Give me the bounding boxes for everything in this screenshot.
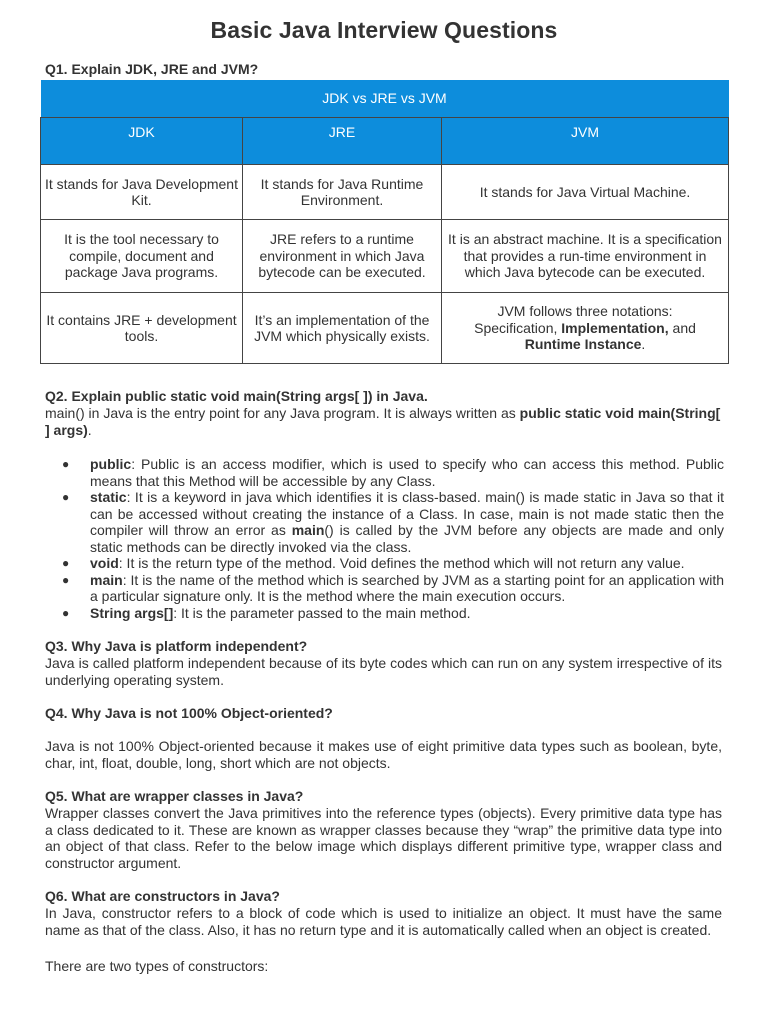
q3-answer: Java is called platform independent because of its byte codes which can run on any system irrespective of its underlying operating system. <box>45 655 722 688</box>
bullet-text: : It is the name of the method which is searched by JVM as a starting point for an application with a particular signature only. It is the method where the main execution occurs. <box>90 571 724 604</box>
q2-intro-end: . <box>87 421 92 438</box>
column-header-jvm: JVM <box>442 118 729 165</box>
bullet-text: : Public is an access modifier, which is used to specify who can access this method. Public means that this Method will be accessible by any Class. <box>90 456 724 489</box>
jvm-notation-impl: Implementation, <box>561 319 669 336</box>
jdk-jre-jvm-table <box>40 80 729 364</box>
bullet-text: : It is the parameter passed to the main method. <box>173 604 471 621</box>
table-cell: It stands for Java Runtime Environment. <box>243 165 442 220</box>
q6-followup: There are two types of constructors: <box>45 958 269 974</box>
bullet-icon: ● <box>62 490 70 504</box>
list-item <box>62 605 724 622</box>
table-row <box>41 165 729 220</box>
bullet-icon: ● <box>62 457 70 471</box>
bullet-term: void <box>90 555 119 571</box>
q2-question: Q2. Explain public static void main(String args[ ]) in Java. <box>45 388 428 404</box>
table-cell: It stands for Java Virtual Machine. <box>442 165 729 220</box>
bullet-term: static <box>90 489 127 505</box>
q6-question: Q6. What are constructors in Java? <box>45 888 280 904</box>
q4-answer: Java is not 100% Object-oriented because it makes use of eight primitive data types such as boolean, byte, char, int, float, double, long, short which are not objects. <box>45 738 722 771</box>
table-cell: It is an abstract machine. It is a specification that provides a run-time environment in which Java bytecode can be executed. <box>442 220 729 293</box>
q1-question: Q1. Explain JDK, JRE and JVM? <box>45 61 259 77</box>
column-header-jdk: JDK <box>41 118 243 165</box>
table-cell: It’s an implementation of the JVM which physically exists. <box>243 293 442 364</box>
list-item <box>62 572 724 605</box>
bullet-icon: ● <box>62 572 70 587</box>
bullet-term: main <box>291 522 325 538</box>
table-cell: It contains JRE + development tools. <box>41 293 243 364</box>
list-item <box>62 456 724 489</box>
table-row <box>41 293 729 364</box>
jvm-notation-spec: Specification, <box>474 319 562 336</box>
table-cell: It stands for Java Development Kit. <box>41 165 243 220</box>
table-row <box>41 220 729 293</box>
q6-answer: In Java, constructor refers to a block of code which is used to initialize an object. It must have the same name as that of the class. Also, it has no return type and it is automatically called when an object is created. <box>45 905 722 938</box>
list-item <box>62 489 724 555</box>
bullet-text: () is called by the JVM before any objects are made and only static methods can be directly invoked via the class. <box>90 522 724 555</box>
bullet-icon: ● <box>62 605 70 620</box>
q2-bullet-list <box>62 456 724 621</box>
column-header-jre: JRE <box>243 118 442 165</box>
jvm-notation-and: and <box>668 319 696 336</box>
table-caption: JDK vs JRE vs JVM <box>41 80 729 118</box>
page-title: Basic Java Interview Questions <box>210 17 558 43</box>
jvm-notation-runtime: Runtime Instance <box>524 336 642 353</box>
bullet-icon: ● <box>62 556 70 570</box>
table-cell: It is the tool necessary to compile, document and package Java programs. <box>41 220 243 293</box>
table-cell <box>442 293 729 364</box>
q5-answer: Wrapper classes convert the Java primitives into the reference types (objects). Every primitive data type has a class dedicated to it. These are known as wrapper classes because they “wrap” the primitive data type into an object of that class. Refer to the below image which displays different primitive type, wrapper class and constructor argument. <box>45 805 722 871</box>
bullet-text: : It is a keyword in java which identifies it is class-based. main() is made static in Java so that it can be accessed without creating the instance of a Class. In case, main is not made static then the compiler will throw an error as <box>90 489 724 538</box>
q2-intro <box>45 405 725 438</box>
q5-question: Q5. What are wrapper classes in Java? <box>45 788 304 804</box>
q2-intro-bold: public static void main(String[ ] args) <box>45 405 721 438</box>
jvm-notations-intro: JVM follows three notations: <box>497 303 673 320</box>
jvm-notation-end: . <box>641 336 646 353</box>
table-cell: JRE refers to a runtime environment in which Java bytecode can be executed. <box>243 220 442 293</box>
q2-intro-text: main() in Java is the entry point for any Java program. It is always written as <box>45 405 520 421</box>
q3-question: Q3. Why Java is platform independent? <box>45 638 308 654</box>
bullet-term: String args[] <box>90 604 174 621</box>
list-item <box>62 555 724 572</box>
q4-question: Q4. Why Java is not 100% Object-oriented? <box>45 705 333 721</box>
bullet-term: public <box>90 456 132 472</box>
bullet-text: : It is the return type of the method. Void defines the method which will not return any value. <box>118 555 685 571</box>
bullet-term: main <box>90 571 123 588</box>
